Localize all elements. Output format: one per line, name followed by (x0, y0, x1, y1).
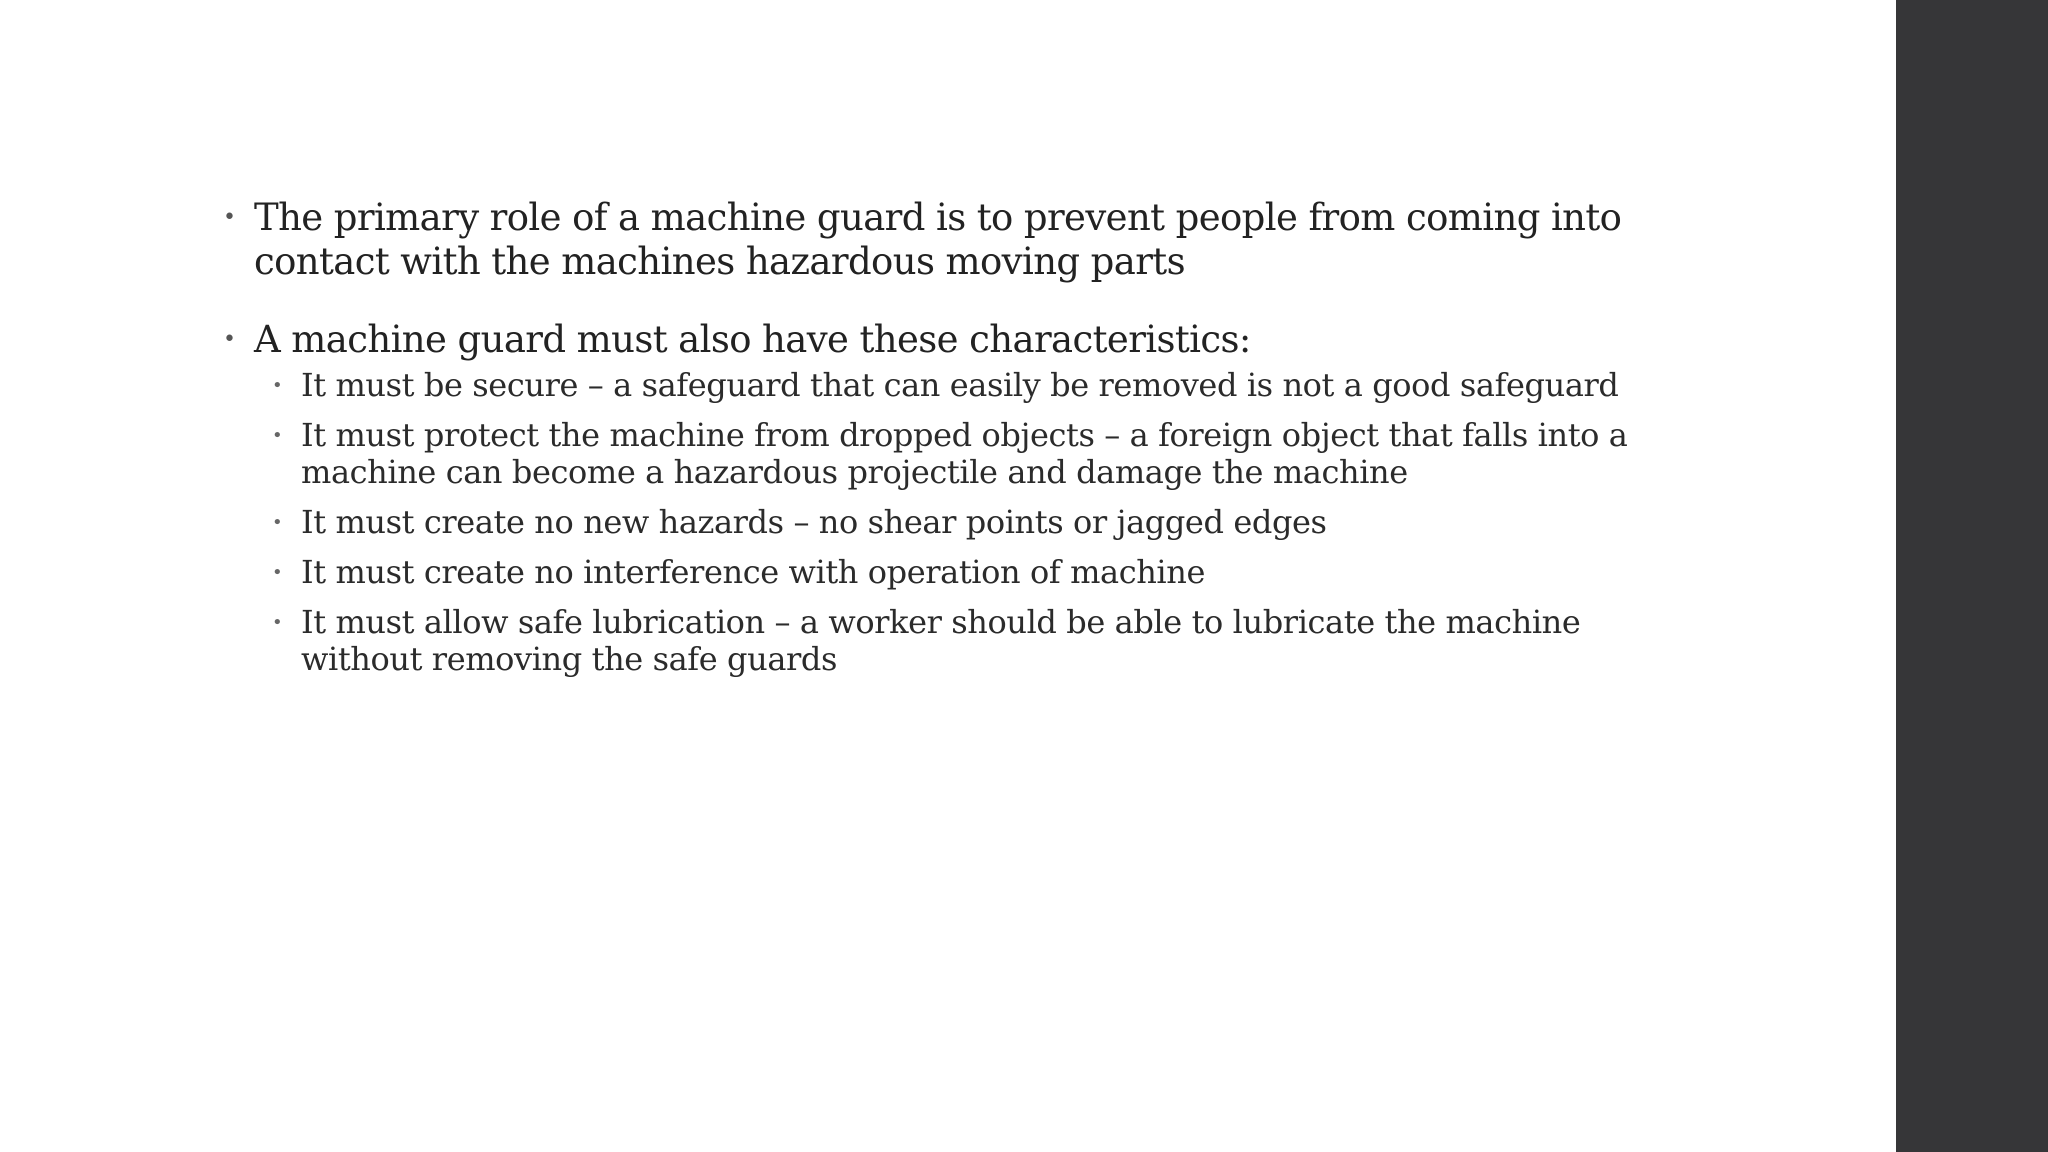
sub-bullet-text-line: It must create no interference with operation of machine (301, 553, 1206, 591)
sub-bullet-no-interference (214, 554, 1644, 591)
slide-body (214, 196, 1644, 678)
sub-bullet-text-line: without removing the safe guards (301, 640, 838, 678)
sub-bullet-text-line: It must create no new hazards – no shear points or jagged edges (301, 503, 1327, 541)
sub-bullet-secure (214, 367, 1644, 404)
sub-bullet-text-line: machine can become a hazardous projectile and damage the machine (301, 453, 1408, 491)
sub-bullet-no-new-hazards (214, 504, 1644, 541)
bullet-dot: • (223, 327, 236, 352)
sub-bullet-text-line: It must be secure – a safeguard that can easily be removed is not a good safeguard (301, 366, 1619, 404)
sub-bullet-dot: • (272, 562, 283, 583)
sub-bullet-dot: • (272, 612, 283, 633)
sub-bullet-dot: • (272, 425, 283, 446)
characteristics-sublist (214, 367, 1644, 678)
sub-bullet-text-line: It must allow safe lubrication – a worker should be able to lubricate the machine (301, 603, 1581, 641)
side-accent-band (1896, 0, 2048, 1152)
bullet-characteristics (214, 318, 1644, 362)
bullet-text-line: A machine guard must also have these characteristics: (254, 318, 1251, 361)
bullet-text-line: The primary role of a machine guard is to prevent people from coming into (254, 196, 1622, 239)
bullet-text-line: contact with the machines hazardous moving parts (254, 240, 1185, 283)
bullet-primary-role (214, 196, 1644, 284)
sub-bullet-dropped-objects (214, 417, 1644, 491)
sub-bullet-dot: • (272, 512, 283, 533)
sub-bullet-dot: • (272, 375, 283, 396)
sub-bullet-text-line: It must protect the machine from dropped objects – a foreign object that falls into a (301, 416, 1628, 454)
bullet-dot: • (223, 205, 236, 230)
sub-bullet-safe-lubrication (214, 604, 1644, 678)
